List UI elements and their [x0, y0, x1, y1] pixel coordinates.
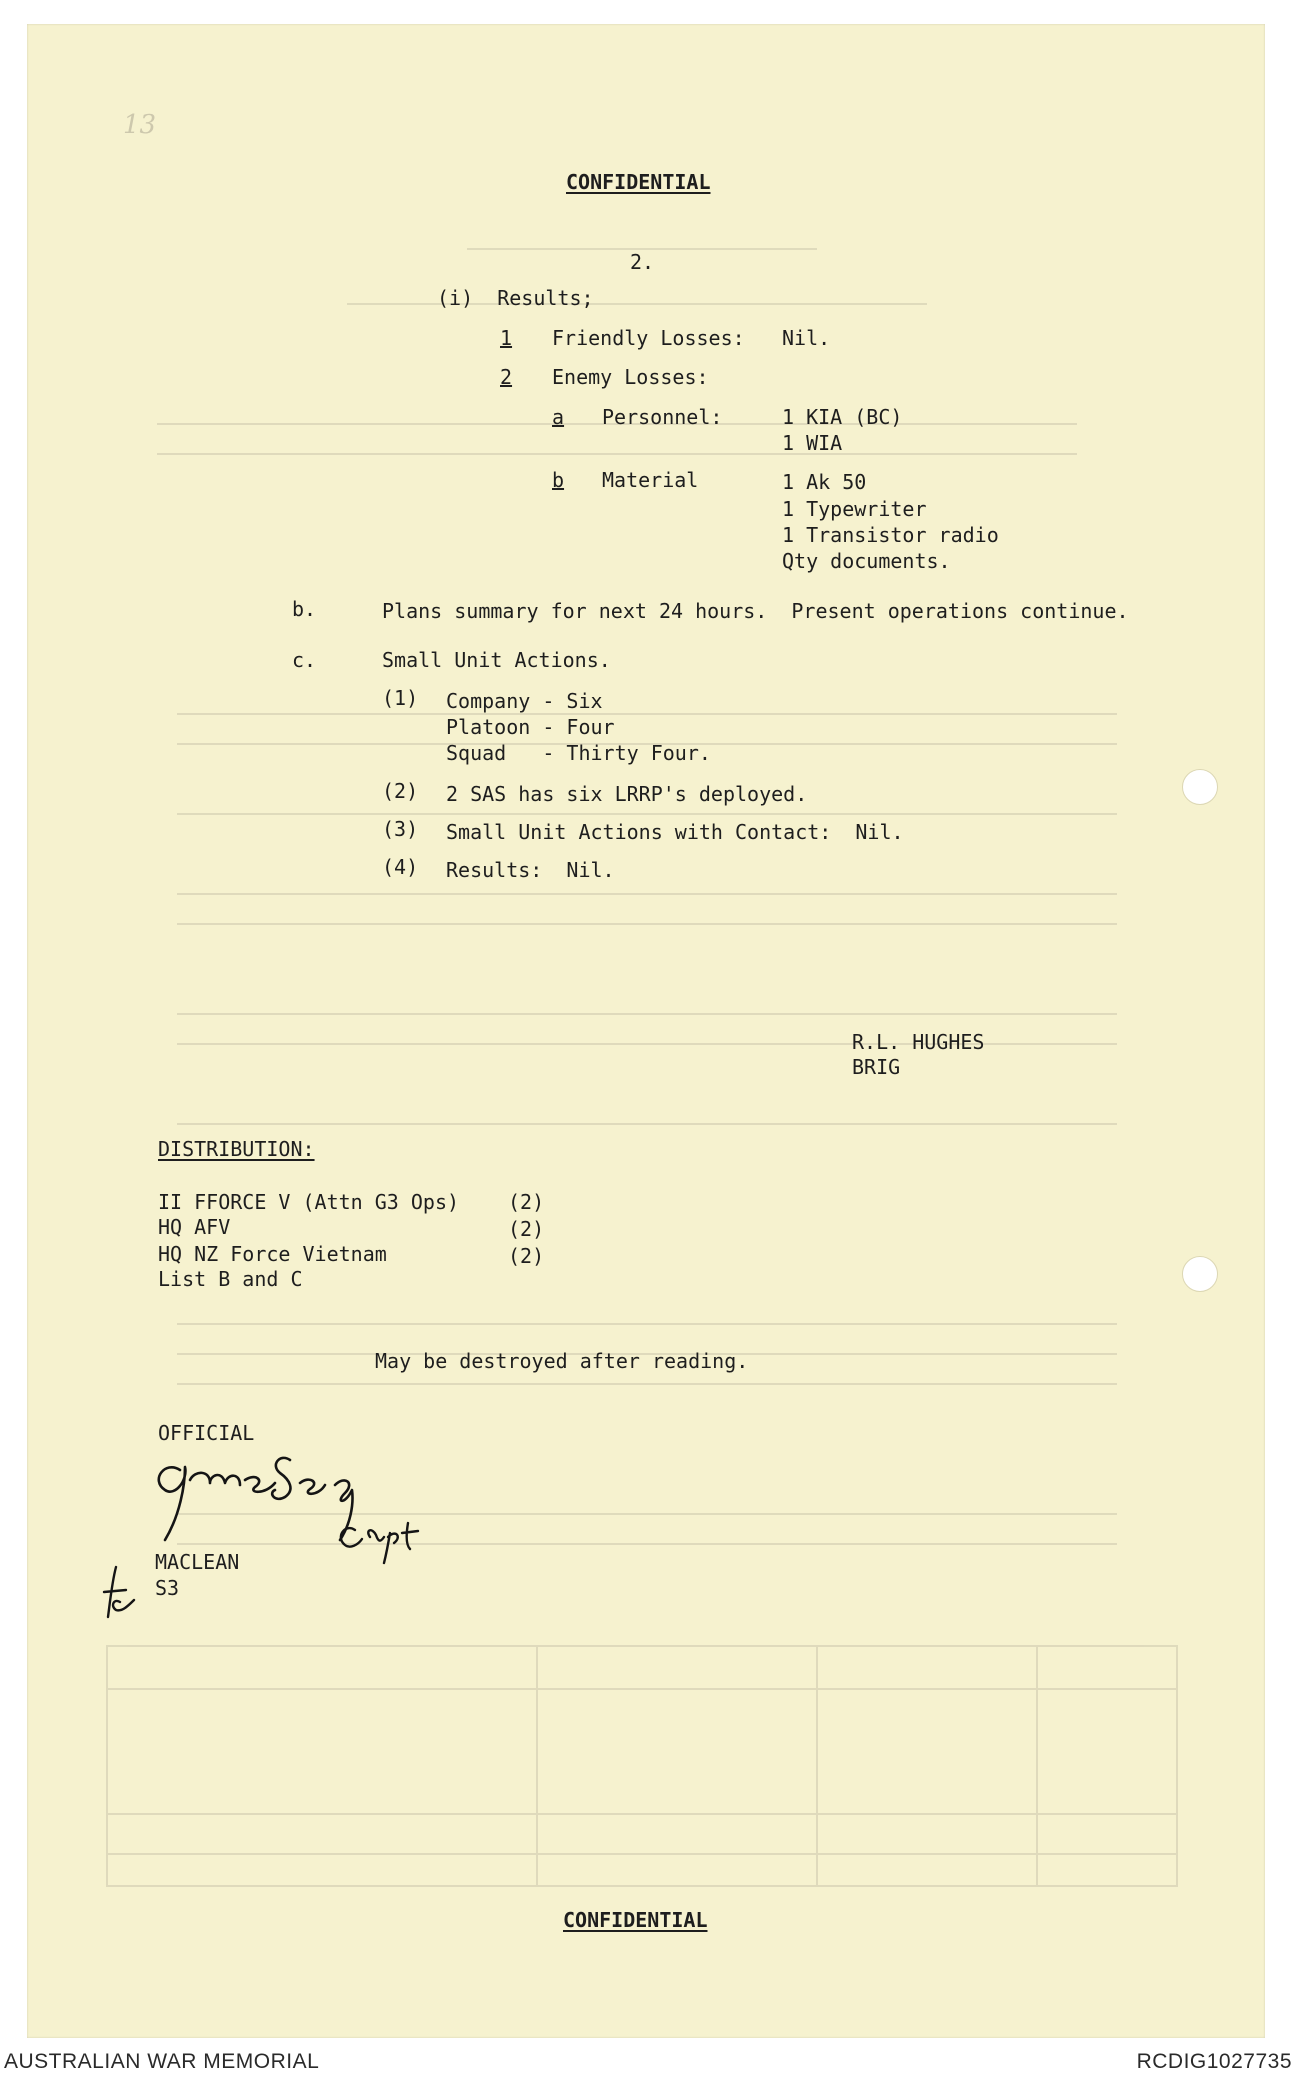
- distribution-recipient: II FFORCE V (Attn G3 Ops): [158, 1190, 460, 1214]
- official-role: S3: [155, 1576, 180, 1600]
- results-heading: (i) Results;: [437, 286, 594, 310]
- material-line: 1 Transistor radio: [782, 523, 999, 547]
- personnel-letter: a: [552, 405, 565, 429]
- small-unit-letter: c.: [292, 648, 317, 672]
- punch-hole: [1182, 1256, 1218, 1292]
- classification-bottom: CONFIDENTIAL: [563, 1908, 708, 1932]
- classification-top: CONFIDENTIAL: [566, 170, 711, 194]
- personnel-line: 1 WIA: [782, 431, 843, 455]
- archive-label: AUSTRALIAN WAR MEMORIAL: [4, 2050, 320, 2073]
- small-unit-item-number: (1): [382, 686, 419, 710]
- material-label: Material: [602, 468, 699, 492]
- small-unit-item-text: Results: Nil.: [446, 858, 615, 882]
- personnel-label: Personnel:: [602, 405, 723, 429]
- page-number: 2.: [630, 250, 655, 274]
- official-label: OFFICIAL: [158, 1421, 255, 1445]
- friendly-losses-value: Nil.: [782, 326, 831, 350]
- distribution-recipient: HQ NZ Force Vietnam: [158, 1242, 387, 1266]
- small-unit-item-number: (3): [382, 817, 419, 841]
- distribution-copies: (2): [508, 1244, 545, 1268]
- enemy-losses-number: 2: [500, 365, 513, 389]
- small-unit-item-number: (4): [382, 855, 419, 879]
- distribution-recipient: List B and C: [158, 1267, 303, 1291]
- plans-text: Plans summary for next 24 hours. Present operations continue.: [382, 599, 1129, 623]
- small-unit-item-number: (2): [382, 779, 419, 803]
- signatory-rank: BRIG: [852, 1055, 901, 1079]
- unit-count-line: Company - Six: [446, 689, 603, 713]
- plans-letter: b.: [292, 597, 317, 621]
- unit-count-line: Squad - Thirty Four.: [446, 741, 711, 765]
- punch-hole: [1182, 769, 1218, 805]
- enemy-losses-label: Enemy Losses:: [552, 365, 709, 389]
- unit-count-line: Platoon - Four: [446, 715, 615, 739]
- official-name: MACLEAN: [155, 1550, 240, 1574]
- personnel-line: 1 KIA (BC): [782, 405, 903, 429]
- distribution-copies: (2): [508, 1217, 545, 1241]
- material-letter: b: [552, 468, 565, 492]
- material-line: 1 Ak 50: [782, 470, 867, 494]
- distribution-heading: DISTRIBUTION:: [158, 1137, 315, 1161]
- handwritten-initials: [96, 1562, 146, 1622]
- distribution-recipient: HQ AFV: [158, 1215, 231, 1239]
- archive-item-id: RCDIG1027735: [1136, 2050, 1292, 2073]
- material-line: Qty documents.: [782, 549, 951, 573]
- small-unit-item-text: Small Unit Actions with Contact: Nil.: [446, 820, 904, 844]
- distribution-copies: (2): [508, 1190, 545, 1214]
- signatory-name: R.L. HUGHES: [852, 1030, 985, 1054]
- handwritten-page-ref: 13: [123, 110, 157, 140]
- destroy-note: May be destroyed after reading.: [375, 1349, 749, 1373]
- material-line: 1 Typewriter: [782, 497, 927, 521]
- small-unit-item-text: 2 SAS has six LRRP's deployed.: [446, 782, 808, 806]
- small-unit-heading: Small Unit Actions.: [382, 648, 611, 672]
- friendly-losses-label: Friendly Losses:: [552, 326, 745, 350]
- friendly-losses-number: 1: [500, 326, 513, 350]
